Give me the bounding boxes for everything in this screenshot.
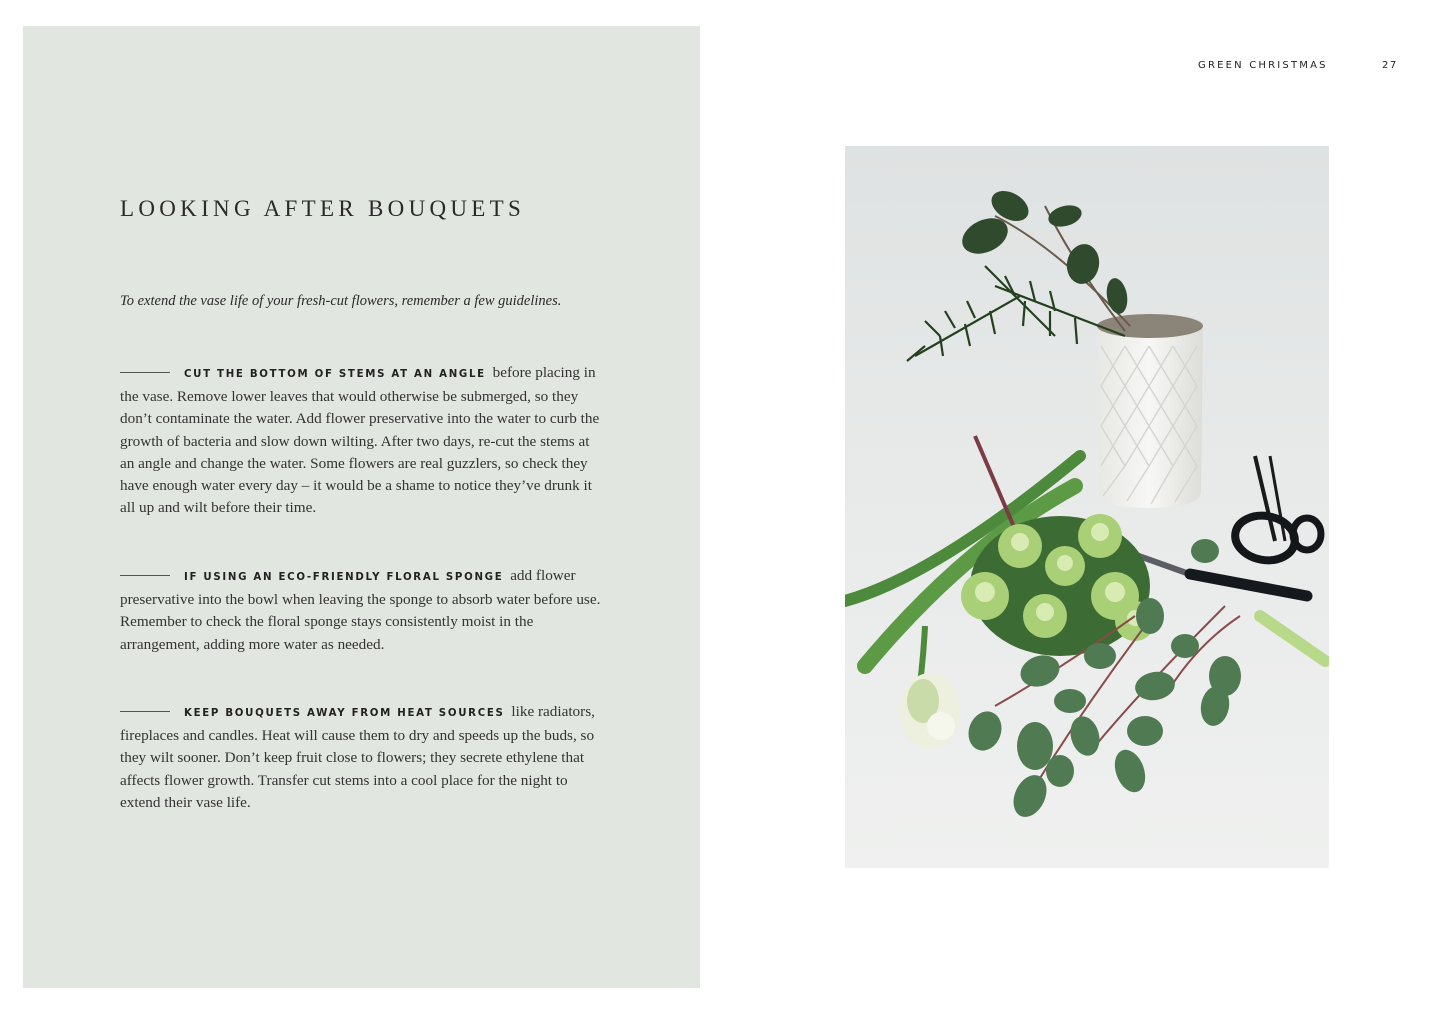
tip-paragraph-2 [120,565,606,656]
white-vase-icon [1097,314,1203,508]
bouquet-photo [845,146,1329,868]
tip-paragraph-1 [120,362,606,519]
tip-lead: KEEP BOUQUETS AWAY FROM HEAT SOURCES [184,708,505,719]
tip-text: like radiators, fireplaces and candles. Heat will cause them to dry and speeds up the buds, so they wilt sooner. Don’t keep fruit close to flowers; they secrete ethylene that affects flower growth. Transfer cut stems into a cool place for the night to extend their vase life. [120,703,595,811]
article-intro: To extend the vase life of your fresh-cut flowers, remember a few guidelines. [120,293,562,309]
paragraph-rule [120,575,170,576]
tip-text: before placing in the vase. Remove lower leaves that would otherwise be submerged, so they don’t contaminate the water. Add flower preservative into the water to curb the growth of bacteria and slow down wilting. After two days, re-cut the stems at an angle and change the water. Some flowers are real guzzlers, so check they have enough water every day – it would be a shame to notice they’ve drunk it all up and wilt before their time. [120,364,600,517]
paragraph-rule [120,711,170,712]
running-header: GREEN CHRISTMAS [1198,60,1328,71]
tip-lead: CUT THE BOTTOM OF STEMS AT AN ANGLE [184,369,486,380]
article-title: LOOKING AFTER BOUQUETS [120,196,526,221]
page-number: 27 [1382,60,1398,71]
tip-paragraph-3 [120,701,606,814]
paragraph-rule [120,372,170,373]
tip-text: add flower preservative into the bowl when leaving the sponge to absorb water before use. Remember to check the floral sponge stays consistently moist in the arrangement, adding more water as needed. [120,567,601,653]
tip-lead: IF USING AN ECO-FRIENDLY FLORAL SPONGE [184,572,504,583]
